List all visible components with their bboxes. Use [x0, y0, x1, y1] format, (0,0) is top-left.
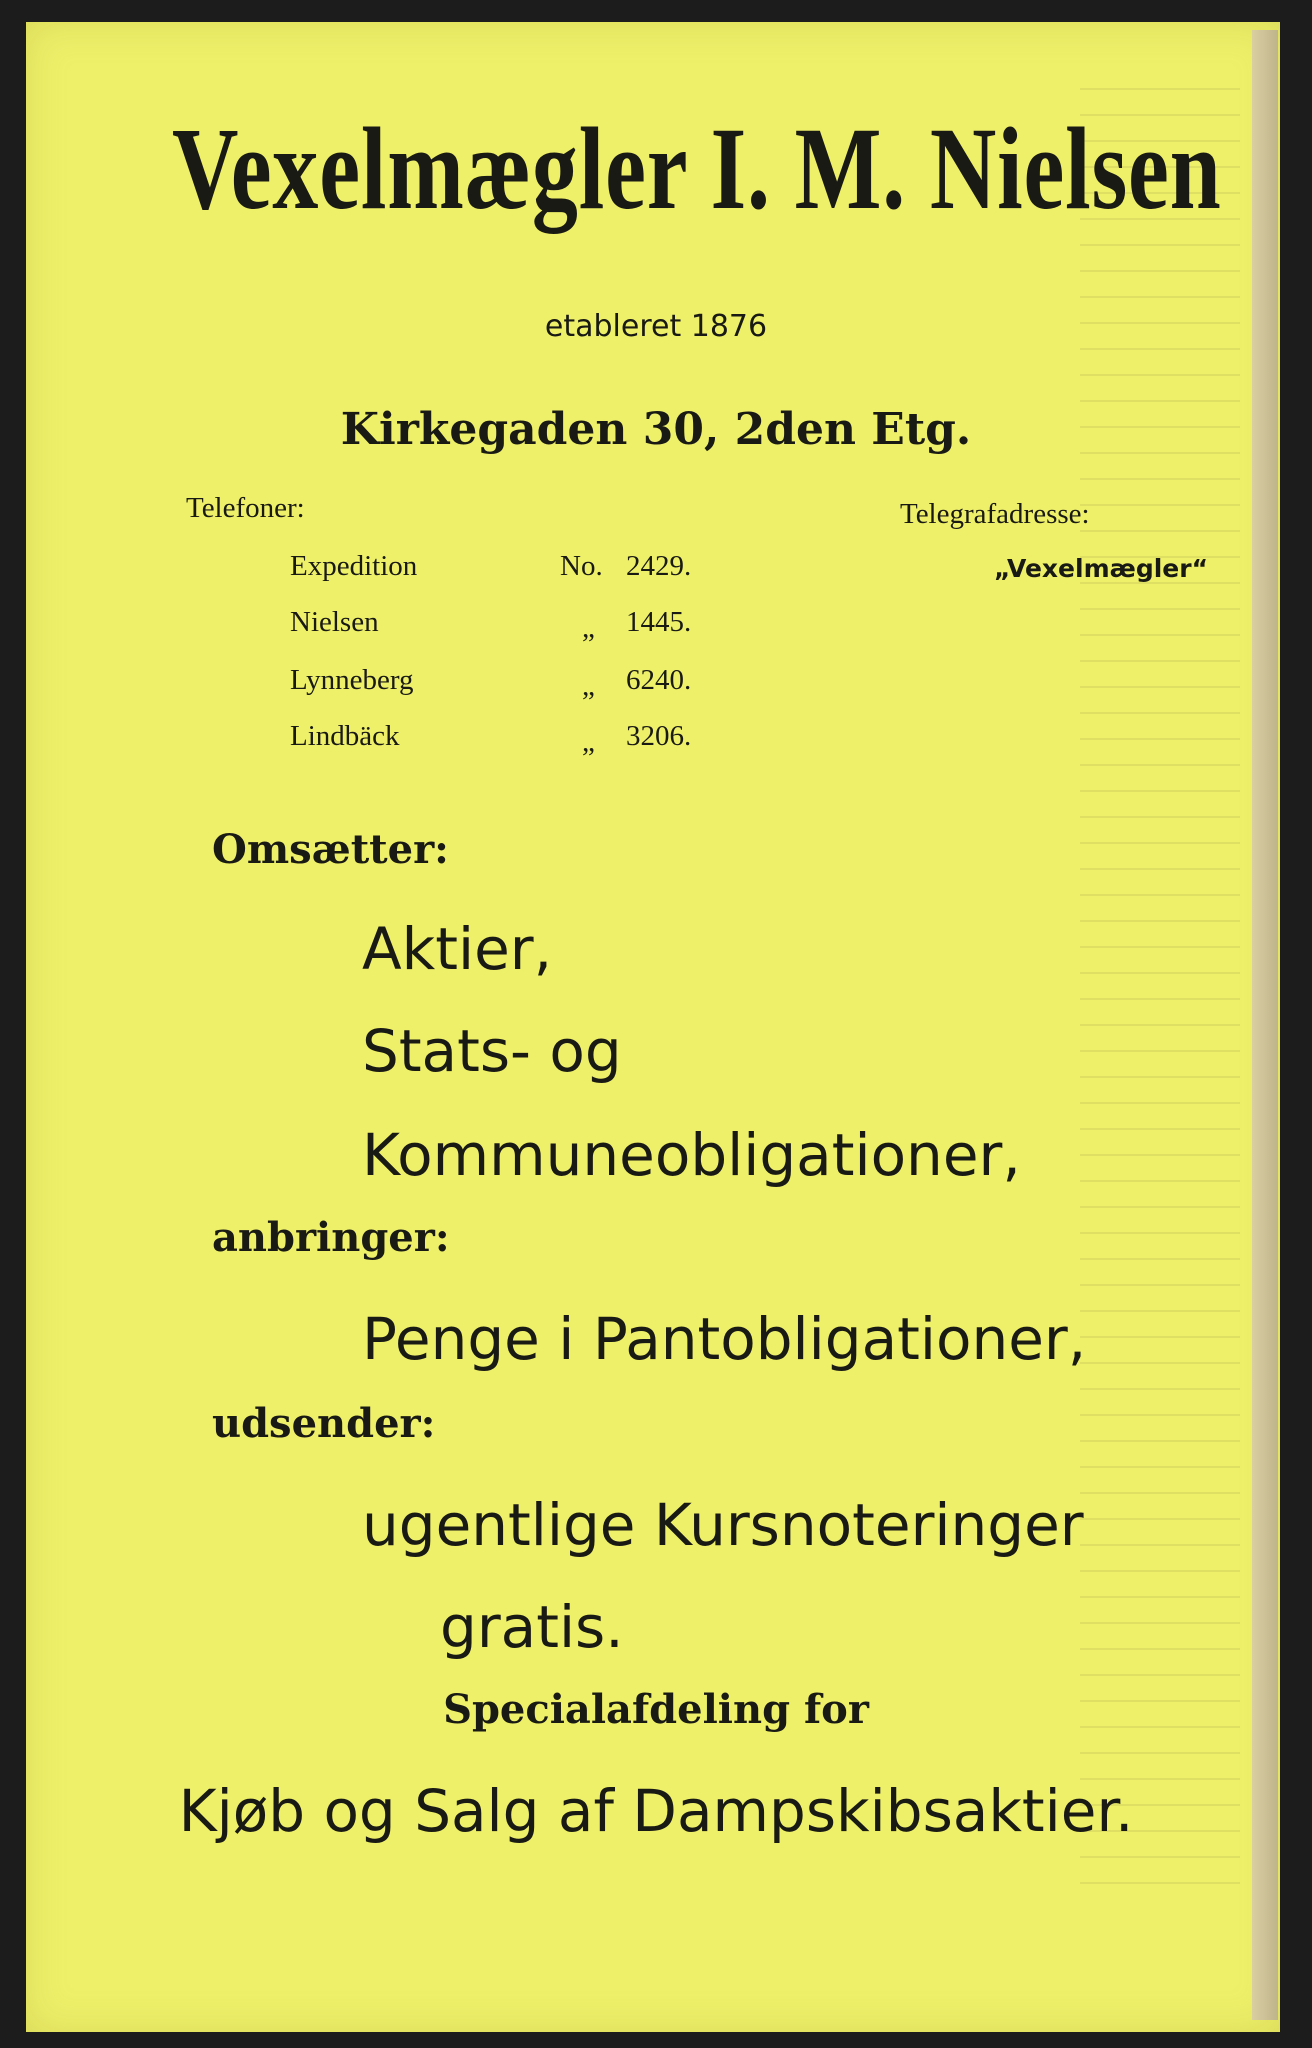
ugentlige-line: ugentlige Kursnoteringer — [362, 1491, 1084, 1559]
established-line: etableret 1876 — [544, 309, 768, 344]
phone-name: Lynneberg — [290, 664, 414, 696]
kommune-line: Kommuneobligationer, — [362, 1121, 1021, 1189]
phone-number: 1445. — [626, 606, 692, 638]
address-line: Kirkegaden 30, 2den Etg. — [340, 404, 972, 455]
phone-prefix: „ — [582, 726, 595, 758]
phone-name: Nielsen — [290, 606, 379, 638]
page-title: Vexelmægler I. M. Nielsen — [172, 103, 1222, 234]
phone-number: 2429. — [626, 550, 692, 582]
telegraf-label: Telegrafadresse: — [900, 498, 1090, 530]
bleed-through-text — [1080, 70, 1240, 1900]
aktier-line: Aktier, — [362, 915, 553, 983]
udsender-heading: udsender: — [212, 1400, 436, 1447]
anbringer-heading: anbringer: — [212, 1214, 450, 1261]
phone-number: 6240. — [626, 664, 692, 696]
phone-name: Expedition — [290, 550, 418, 582]
special-heading: Specialafdeling for — [443, 1686, 869, 1733]
penge-line: Penge i Pantobligationer, — [362, 1305, 1087, 1373]
stats-line: Stats- og — [362, 1017, 622, 1085]
phone-prefix: „ — [582, 612, 595, 644]
phone-name: Lindbäck — [290, 720, 400, 752]
kjob-line: Kjøb og Salg af Dampskibsaktier. — [178, 1777, 1134, 1845]
gratis-line: gratis. — [440, 1593, 624, 1661]
telefoner-label: Telefoner: — [186, 492, 305, 524]
phone-number: 3206. — [626, 720, 692, 752]
phone-prefix: No. — [560, 550, 603, 582]
telegraf-value: „Vexelmægler“ — [994, 554, 1209, 583]
omsaetter-heading: Omsætter: — [212, 826, 449, 873]
phone-prefix: „ — [582, 670, 595, 702]
